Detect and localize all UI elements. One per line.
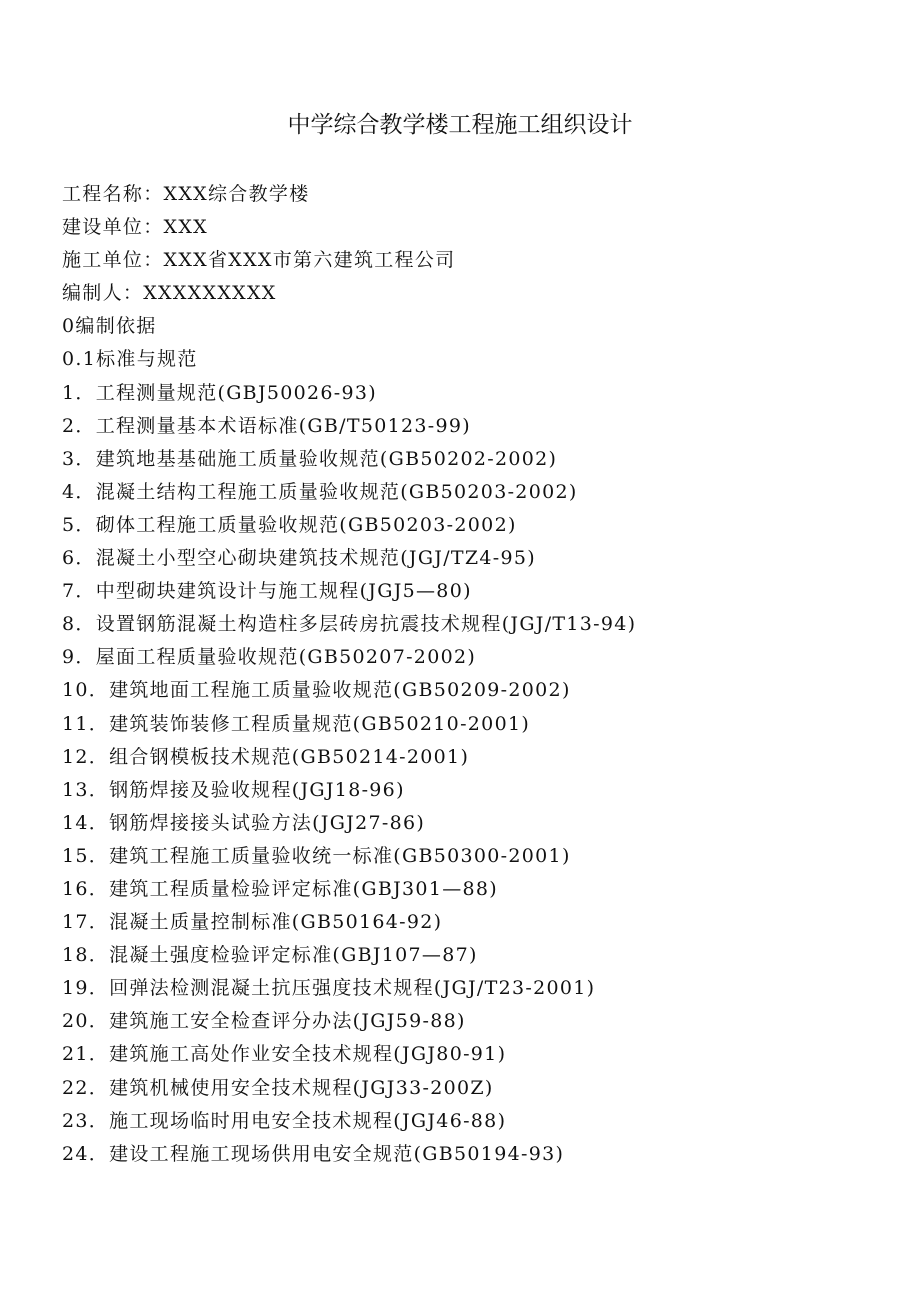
list-item: 5．砌体工程施工质量验收规范(GB50203-2002) [62,513,517,536]
list-item: 11．建筑装饰装修工程质量规范(GB50210-2001) [62,712,531,735]
list-item: 14．钢筋焊接接头试验方法(JGJ27-86) [62,811,426,834]
meta-author: 编制人：XXXXXXXXX [62,282,277,305]
list-item: 19．回弹法检测混凝土抗压强度技术规程(JGJ/T23-2001) [62,977,596,1000]
list-item: 12．组合钢模板技术规范(GB50214-2001) [62,745,470,768]
document-body [62,178,902,1171]
list-item: 21．建筑施工高处作业安全技术规程(JGJ80-91) [62,1043,507,1066]
list-item: 7．中型砌块建筑设计与施工规程(JGJ5—80) [62,580,472,603]
list-item: 10．建筑地面工程施工质量验收规范(GB50209-2002) [62,679,571,702]
list-item: 6．混凝土小型空心砌块建筑技术规范(JGJ/TZ4-95) [62,547,536,570]
meta-project-name: 工程名称：XXX综合教学楼 [62,183,310,205]
list-item: 2．工程测量基本术语标准(GB/T50123-99) [62,414,471,437]
subsection-heading: 0.1标准与规范 [62,348,198,371]
meta-contractor: 施工单位：XXX省XXX市第六建筑工程公司 [62,249,456,272]
meta-client: 建设单位：XXX [62,216,208,239]
list-item: 23．施工现场临时用电安全技术规程(JGJ46-88) [62,1109,507,1132]
list-item: 15．建筑工程施工质量验收统一标准(GB50300-2001) [62,844,571,867]
list-item: 3．建筑地基基础施工质量验收规范(GB50202-2002) [62,447,558,470]
list-item: 17．混凝土质量控制标准(GB50164-92) [62,911,443,934]
list-item: 4．混凝土结构工程施工质量验收规范(GB50203-2002) [62,480,578,503]
list-item: 18．混凝土强度检验评定标准(GBJ107—87) [62,944,478,967]
list-item: 9．屋面工程质量验收规范(GB50207-2002) [62,646,477,669]
list-item: 8．设置钢筋混凝土构造柱多层砖房抗震技术规程(JGJ/T13-94) [62,613,637,636]
list-item: 13．钢筋焊接及验收规程(JGJ18-96) [62,778,405,801]
list-item: 1．工程测量规范(GBJ50026-93) [62,381,378,404]
section-heading: 0编制依据 [62,315,157,338]
list-item: 20．建筑施工安全检查评分办法(JGJ59-88) [62,1010,466,1033]
list-item: 22．建筑机械使用安全技术规程(JGJ33-200Z) [62,1076,494,1099]
list-item: 16．建筑工程质量检验评定标准(GBJ301—88) [62,877,499,900]
list-item: 24．建设工程施工现场供用电安全规范(GB50194-93) [62,1142,565,1165]
document-title: 中学综合教学楼工程施工组织设计 [287,112,633,138]
